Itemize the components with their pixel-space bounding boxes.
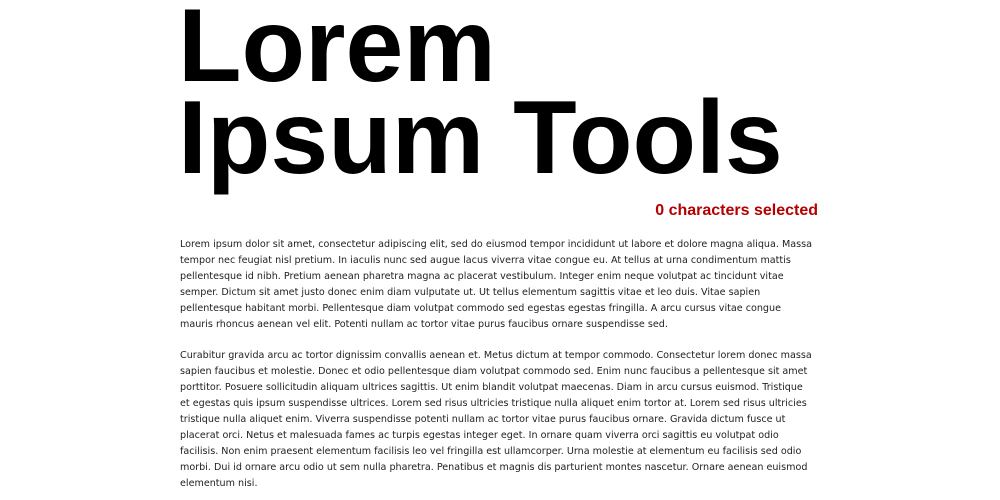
page-title-line-2: Ipsum Tools (178, 80, 783, 196)
page-title (178, 0, 783, 196)
paragraph-2[interactable]: Curabitur gravida arcu ac tortor dignissim convallis aenean et. Metus dictum at tempor commodo. Consectetur lorem donec massa sapien faucibus et molestie. Donec et odio pellentesque diam volutpat commodo sed. Enim nunc faucibus a pellentesque sit amet porttitor. Posuere sollicitudin aliquam ultrices sagittis. Ut enim blandit volutpat maecenas. Diam in arcu cursus euismod. Tristique et egestas quis ipsum suspendisse ultrices. Lorem sed risus ultricies tristique nulla aliquet enim tortor at. Lorem sed risus ultricies tristique nulla aliquet enim. Viverra suspendisse potenti nullam ac tortor vitae purus faucibus ornare. Gravida dictum fusce ut placerat orci. Netus et malesuada fames ac turpis egestas integer eget. In ornare quam viverra orci sagittis eu volutpat odio facilisis. Non enim praesent elementum facilisis leo vel fringilla est ullamcorper. Urna molestie at elementum eu facilisis sed odio morbi. Dui id ornare arcu odio ut sem nulla pharetra. Penatibus et magnis dis parturient montes nascetur. Ornare aenean euismod elementum nisi. (180, 350, 812, 489)
paragraph-1[interactable]: Lorem ipsum dolor sit amet, consectetur adipiscing elit, sed do eiusmod tempor incididunt ut labore et dolore magna aliqua. Massa tempor nec feugiat nisl pretium. In iaculis nunc sed augue lacus viverra vitae congue eu. At tellus at urna condimentum mattis pellentesque id nibh. Pretium aenean pharetra magna ac placerat vestibulum. Integer enim neque volutpat ac tincidunt vitae semper. Dictum sit amet justo donec enim diam vulputate ut. Ut tellus elementum sagittis vitae et leo duis. Vitae sapien pellentesque habitant morbi. Pellentesque diam volutpat commodo sed egestas egestas fringilla. A arcu cursus vitae congue mauris rhoncus aenean vel elit. Potenti nullam ac tortor vitae purus faucibus ornare suspendisse sed. (180, 239, 813, 330)
selection-counter: 0 characters selected (655, 202, 818, 219)
page-title-line-1: Lorem (178, 0, 496, 104)
lorem-text-area[interactable] (180, 237, 812, 500)
